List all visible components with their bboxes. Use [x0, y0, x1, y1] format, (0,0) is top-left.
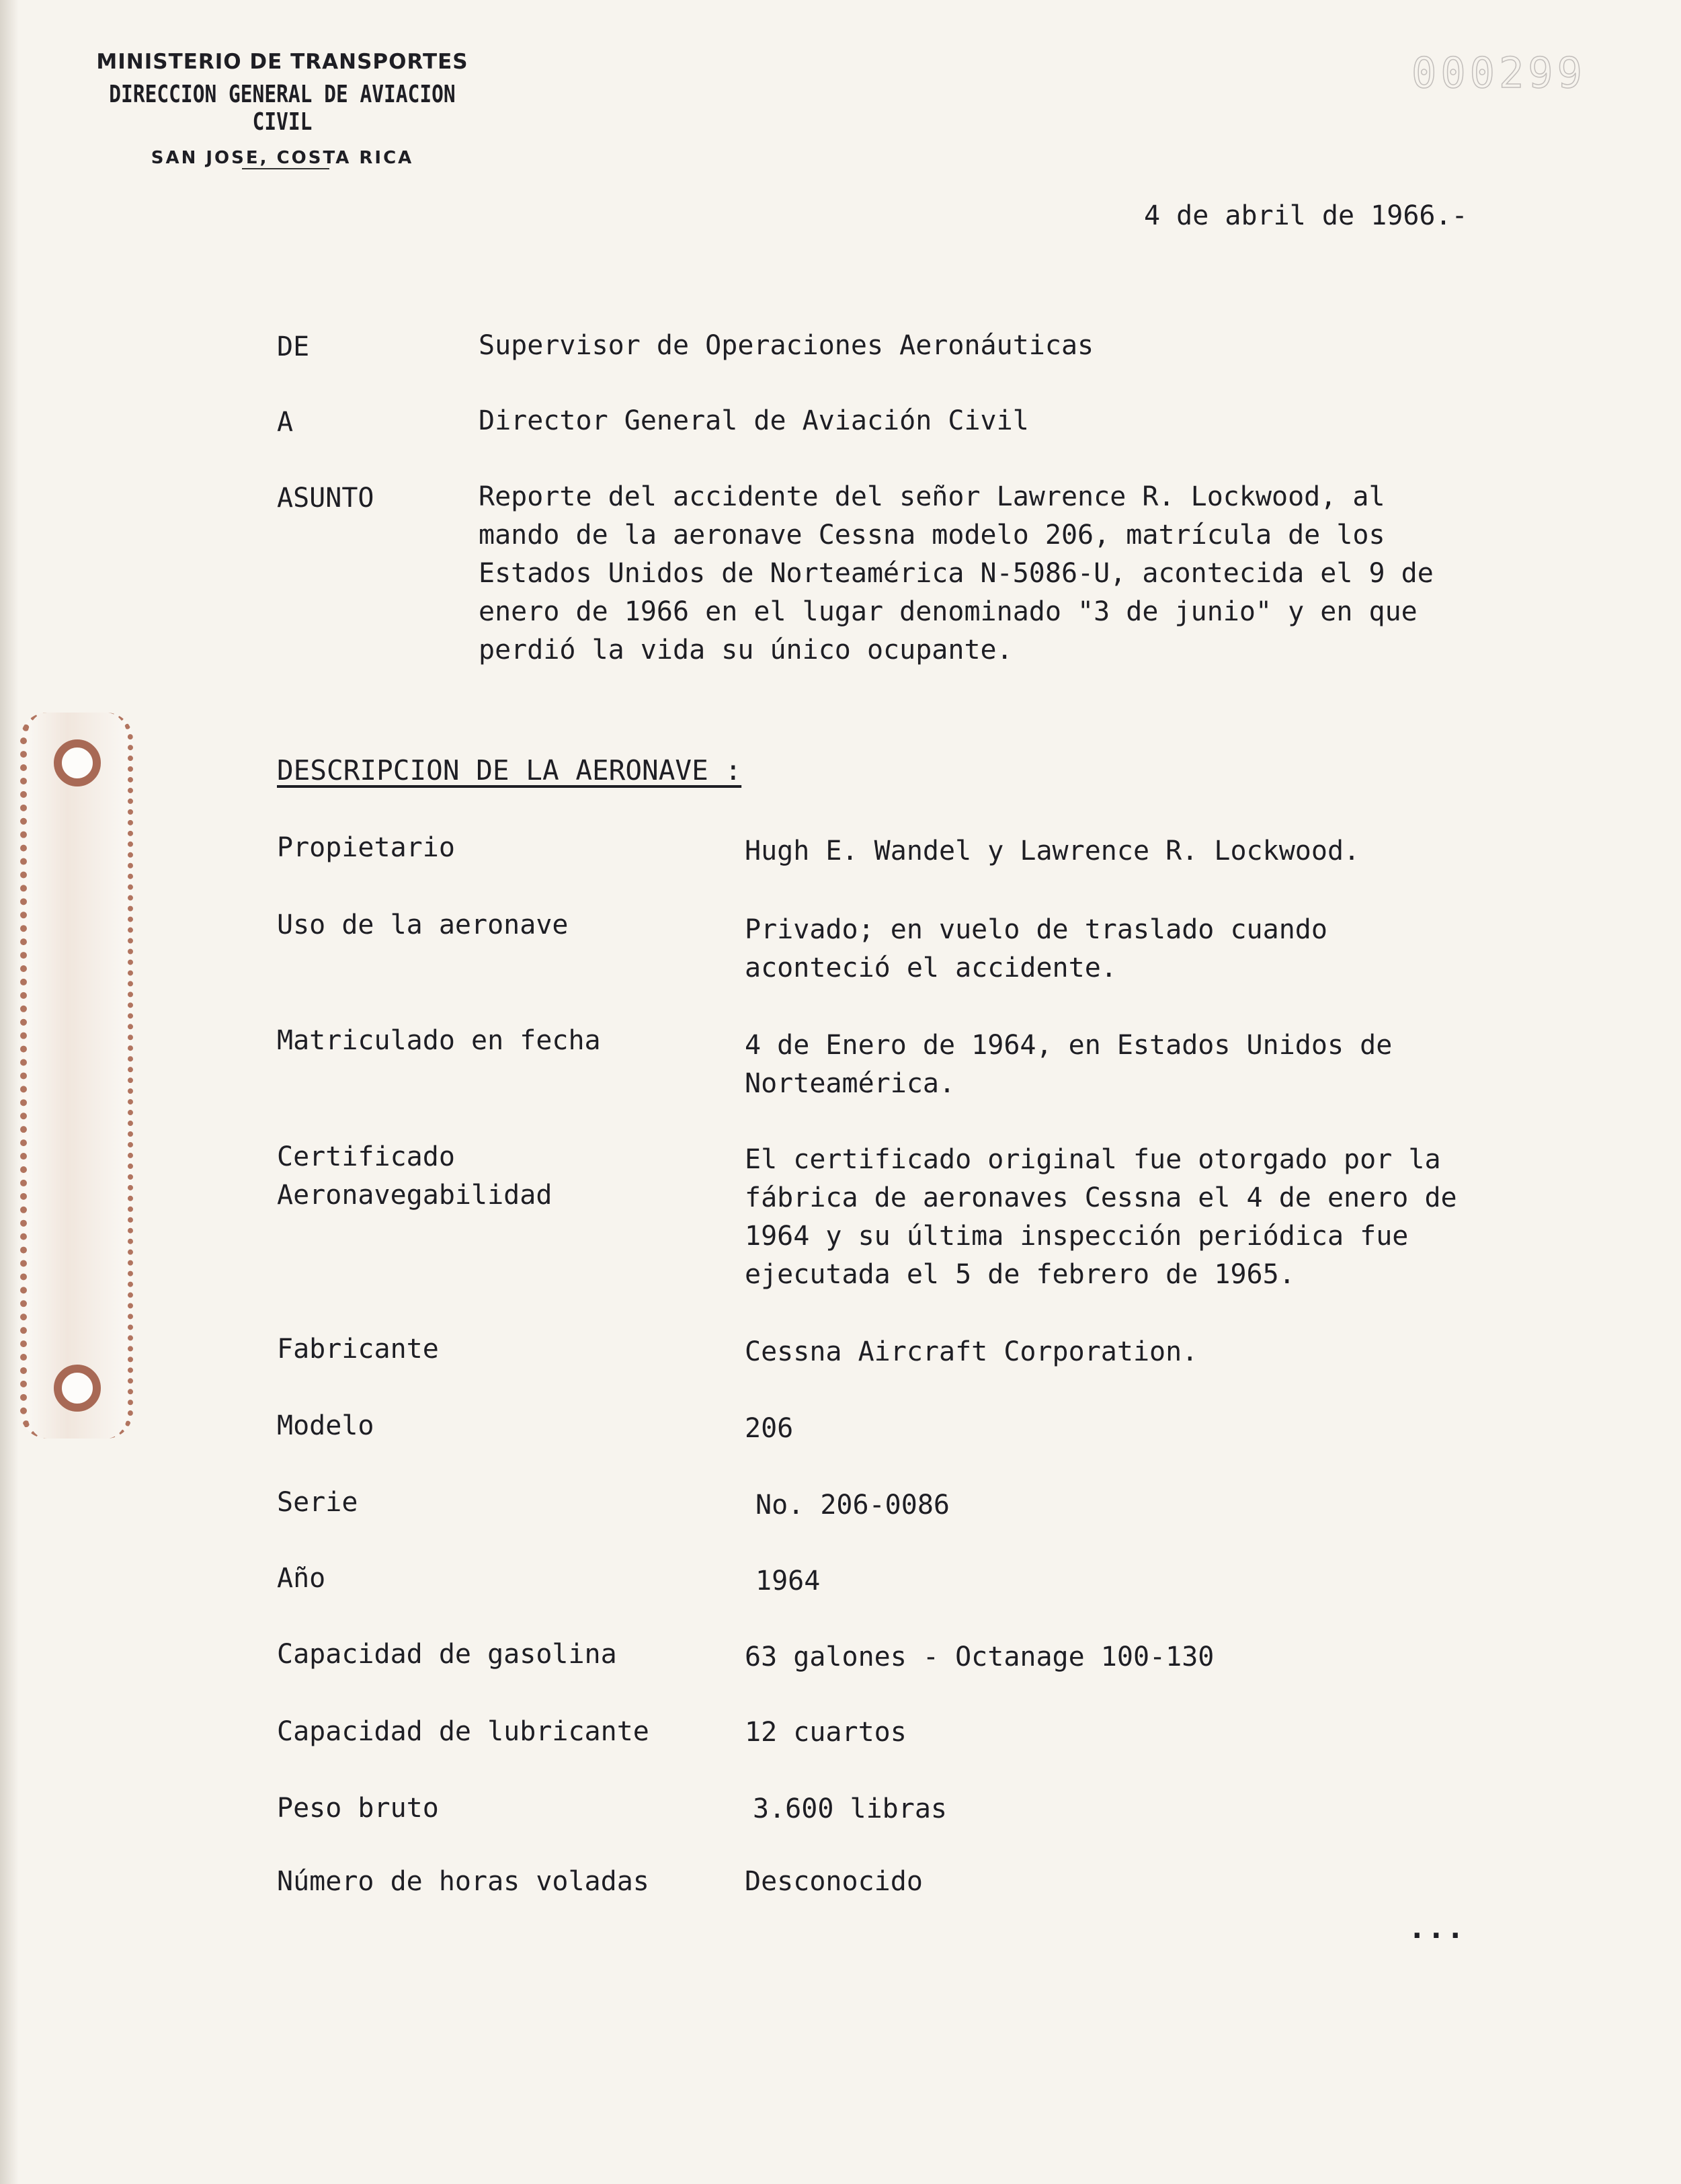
punch-hole-top: [54, 739, 101, 786]
field-label-ano: Año: [277, 1563, 326, 1594]
a-label: A: [277, 407, 294, 438]
field-label-modelo: Modelo: [277, 1410, 374, 1441]
field-label-serie: Serie: [277, 1487, 358, 1518]
field-value-matriculado: 4 de Enero de 1964, en Estados Unidos de Norteamérica.: [745, 1030, 1393, 1099]
field-value-fabricante: Cessna Aircraft Corporation.: [745, 1336, 1198, 1367]
section-title: DESCRIPCION DE LA AERONAVE :: [277, 754, 742, 786]
letterhead-direction: DIRECCION GENERAL DE AVIACION CIVIL: [109, 81, 456, 136]
field-value-lubricante: 12 cuartos: [745, 1717, 907, 1748]
field-label-peso: Peso bruto: [277, 1793, 439, 1824]
asunto-label: ASUNTO: [277, 483, 374, 514]
field-label-fabricante: Fabricante: [277, 1334, 439, 1365]
field-value-modelo: 206: [745, 1413, 794, 1444]
page-number-stamp: 000299: [1411, 48, 1586, 97]
letterhead-ministry: MINISTERIO DE TRANSPORTES: [96, 50, 468, 74]
field-value-uso: Privado; en vuelo de traslado cuando aconteció el accidente.: [745, 914, 1327, 983]
de-label: DE: [277, 331, 310, 362]
field-value-propietario: Hugh E. Wandel y Lawrence R. Lockwood.: [745, 836, 1360, 866]
letterhead: [67, 47, 497, 168]
continuation-marker: ...: [1408, 1911, 1466, 1945]
document-date: 4 de abril de 1966.-: [1144, 200, 1468, 231]
field-label-horas: Número de horas voladas: [277, 1866, 649, 1897]
field-value-serie: No. 206-0086: [755, 1490, 950, 1521]
letterhead-location: SAN JOSE, COSTA RICA: [151, 148, 414, 168]
binder-rust-strip: [20, 713, 133, 1439]
de-value: Supervisor de Operaciones Aeronáuticas: [479, 330, 1094, 361]
field-label-certificado: Certificado Aeronavegabilidad: [277, 1141, 552, 1211]
field-label-lubricante: Capacidad de lubricante: [277, 1716, 649, 1747]
field-value-peso: 3.600 libras: [753, 1793, 947, 1824]
a-value: Director General de Aviación Civil: [479, 405, 1029, 436]
field-value-gasolina: 63 galones - Octanage 100-130: [745, 1642, 1215, 1672]
field-value-certificado: El certificado original fue otorgado por la fábrica de aeronaves Cessna el 4 de enero de 1964 y su última inspección periódica fue ejecutada el 5 de febrero de 1965.: [745, 1144, 1457, 1290]
field-label-matriculado: Matriculado en fecha: [277, 1025, 601, 1056]
letterhead-rule: [242, 168, 329, 169]
field-value-horas: Desconocido: [745, 1866, 923, 1897]
field-label-propietario: Propietario: [277, 832, 455, 863]
field-label-gasolina: Capacidad de gasolina: [277, 1639, 617, 1670]
field-label-uso: Uso de la aeronave: [277, 909, 569, 940]
punch-hole-bottom: [54, 1365, 101, 1412]
field-value-ano: 1964: [755, 1566, 821, 1596]
page-edge-shadow: [0, 0, 19, 2184]
asunto-value: Reporte del accidente del señor Lawrence R. Lockwood, al mando de la aeronave Cessna modelo 206, matrícula de los Estados Unidos de Norteamérica N-5086-U, acontecida el 9 de enero de 1966 en el lugar denominado "3 de junio" y en que perdió la vida su único ocupante.: [479, 481, 1434, 665]
